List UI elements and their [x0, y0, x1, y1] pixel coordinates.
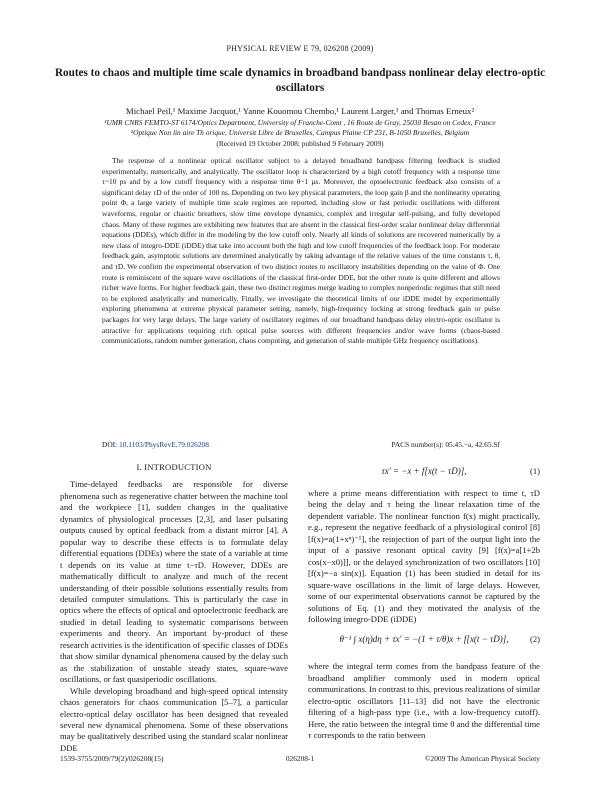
equation-1-body: τx′ = −x + f[x(t − τD)],: [381, 466, 467, 476]
intro-paragraph-1: Time-delayed feedbacks are responsible for diverse phenomena such as regenerative chatter between the machine tool and the workpiece [1], sudden changes in the qualitative dynamics of physiological processes [2,3], and laser pulsating outputs caused by optical feedback from a distant mirror [4]. A popular way to describe these effects is to formulate delay differential equations (DDEs) where the state of a variable at time t depends on its value at time t−τD. However, DDEs are mathematically difficult to analyze and much of the recent understanding of their possible solutions essentially results from detailed computer simulations. This is particularly the case in optics where the effects of optical and optoelectronic feedback are studied in detail leading to systematic comparisons between experiments and theory. An important by-product of these research activities is the identification of specific classes of DDEs that show similar dynamical phenomena caused by the delay such as the stabilization of unstable steady states, square-wave oscillations, or fast quasiperiodic oscillations.: [60, 479, 288, 685]
abstract: The response of a nonlinear optical oscillator subject to a delayed broadband bandpass filtering feedback is studied experimentally, numerically, and analytically. The oscillator loop is characterized by a high cutoff frequency with a response time τ~10 ps and by a low cutoff frequency with a response time θ~1 µs. Moreover, the optoelectronic feedback also consists of a significant delay τD of the order of 100 ns. Depending on two key physical parameters, the loop gain β and the nonlinearity operating point Φ, a large variety of multiple time scale regimes are reported, including slow or fast periodic oscillations with different waveforms, regular or chaotic breathers, slow time envelope dynamics, complex and irregular self-pulsing, and fully developed chaos. Many of these regimes are exhibiting new features that are absent in the classical first-order scalar nonlinear delay differential equations (DDEs), which differ in the modeling by the low cutoff only. Nearly all kinds of solutions are recovered numerically by a new class of integro-DDE (iDDE) that take into account both the high and low cutoff frequencies of the feedback loop. For moderate feedback gain, asymptotic solutions are determined analytically by taking advantage of the relative values of the time constants τ, θ, and τD. We confirm the experimental observation of two distinct routes to oscillatory instabilities depending on the value of Φ. One route is reminiscent of the square wave oscillations of the classical first-order DDE, but the other route is quite different and allows richer wave forms. For higher feedback gain, these two distinct regimes merge leading to complex nonperiodic regimes that still need to be explored analytically and numerically. Finally, we investigate the theoretical limits of our iDDE model by experimentally exploring phenomena at extreme physical parameter setting, namely, high-frequency locking at strong feedback gain or pulse packages for very large delays. The large variety of oscillatory regimes of our broadband bandpass delay electro-optic oscillator is attractive for applications requiring rich optical pulse sources with different frequencies and/or wave forms (chaos-based communications, random number generation, chaos computing, and generation of stable multiple GHz frequency oscillations).: [102, 156, 500, 346]
equation-2-body: θ⁻¹ ∫ x(η)dη + τx′ = −(1 + τ/θ)x + f[x(t − τD)],: [339, 634, 509, 645]
equation-2: [308, 625, 540, 661]
left-column: [60, 462, 288, 754]
footer-page-number: 026208-1: [285, 754, 315, 763]
equation-2-number: (2): [529, 634, 540, 645]
footer-issn: 1539-3755/2009/79(2)/026208(15): [60, 754, 164, 763]
affiliation-1: ¹UMR CNRS FEMTO-ST 6174/Optics Department, University of Franche-Comt , 16 Route de Gray, 25030 Besan on Cedex, France: [104, 118, 496, 127]
doi-link[interactable]: 10.1103/PhysRevE.79.026208: [119, 440, 209, 449]
journal-header: PHYSICAL REVIEW E 79, 026208 (2009): [226, 44, 374, 53]
section-title: I. INTRODUCTION: [136, 462, 212, 472]
right-paragraph-1: where a prime means differentiation with respect to time t, τD being the delay and τ being the linear relaxation time of the dependent variable. The nonlinear function f(x) might practically, e.g., represent the negative feedback of a physiological control [8] [f(x)=a(1+xⁿ)⁻¹], the reinjection of part of the output light into the input of a passive resonant optical cavity [9] [f(x)=a[1+2b cos(x−x0)]], or the delayed synchronization of two oscillators [10] [f(x)=−a sin(x)]. Equation (1) has been studied in detail for its square-wave oscillations in the limit of large delays. However, some of our experimental observations cannot be captured by the solutions of Eq. (1) and they motivated the analysis of the following integro-DDE (iDDE): [308, 488, 540, 624]
footer-copyright: ©2009 The American Physical Society: [424, 754, 540, 763]
affiliation-2: ²Optique Non lin aire Th orique, Universit Libre de Bruxelles, Campus Plaine CP 231, B-1050 Bruxelles, Belgium: [130, 128, 470, 137]
received-date: (Received 19 October 2008; published 9 February 2009): [216, 139, 384, 148]
paper-title: Routes to chaos and multiple time scale dynamics in broadband bandpass nonlinear delay electro-optic oscillators: [54, 67, 546, 94]
doi-label: DOI:: [102, 440, 118, 449]
right-paragraph-2: where the integral term comes from the bandpass feature of the broadband amplifier commonly used in modern optical communications. In contrast to this, previous realizations of similar electro-optic oscillators [11–13] did not have the electronic filtering of a high-pass type (i.e., with a low-frequency cutoff). Here, the ratio between the integral time θ and the differential time τ corresponds to the ratio between: [308, 661, 540, 741]
pacs-numbers: PACS number(s): 05.45.−a, 42.65.Sf: [391, 440, 500, 449]
equation-1: [308, 462, 540, 488]
equation-1-number: (1): [529, 466, 540, 476]
doi-line: [102, 440, 500, 449]
intro-paragraph-2: While developing broadband and high-speed optical intensity chaos generators for chaos communication [5–7], a particular electro-optical delay oscillator has been designed that revealed several new dynamical phenomena. Some of these observations may be qualitatively described using the standard scalar nonlinear DDE: [60, 685, 288, 753]
author-list: Michael Peil,¹ Maxime Jacquot,¹ Yanne Kouomou Chembo,¹ Laurent Larger,¹ and Thomas Erneux²: [125, 106, 475, 116]
right-column: [308, 462, 540, 742]
